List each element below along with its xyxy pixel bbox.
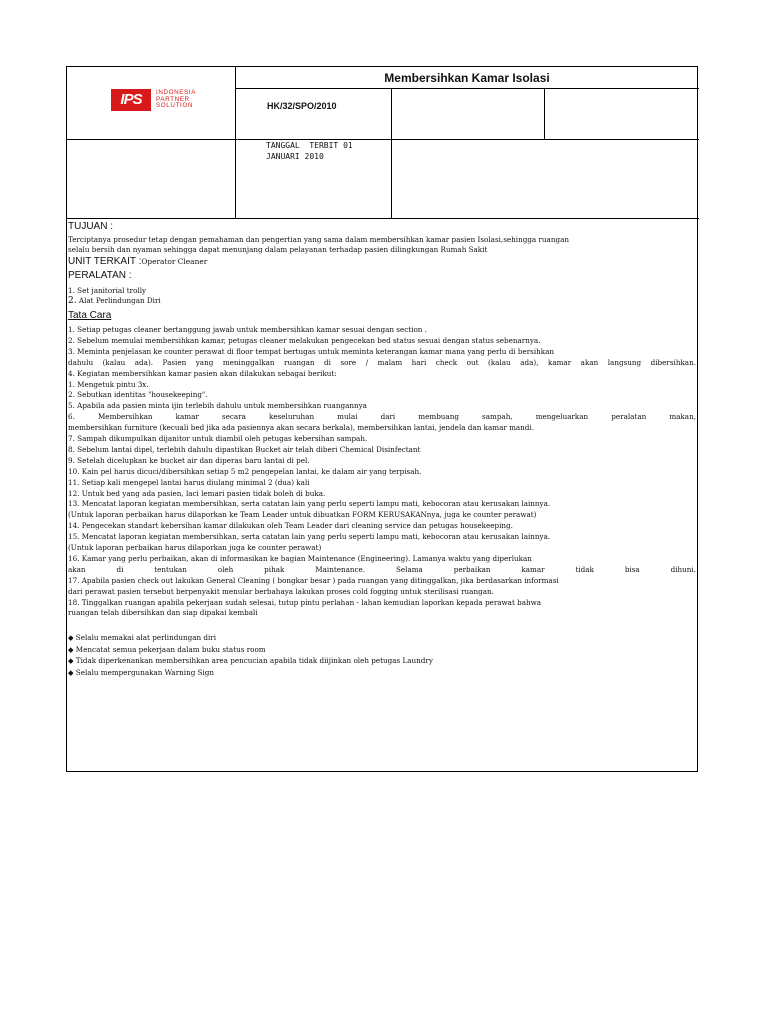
peralatan-item-number: 2.: [68, 296, 77, 306]
procedure-step-line: 16. Kamar yang perlu perbaikan, akan di informasikan ke bagian Maintenance (Engineering). Lamanya waktu yang diperlukan: [68, 553, 532, 563]
header-rule: [67, 139, 699, 140]
procedure-step-line: 2. Sebutkan identitas "housekeeping".: [68, 390, 208, 400]
procedure-step-line: 13. Mencatat laporan kegiatan membersihkan, serta catatan lain yang perlu seperti lampu mati, kebocoran atau kerusakan lainnya.: [68, 499, 551, 509]
logo-line: INDONESIA: [156, 89, 197, 96]
document-code: HK/32/SPO/2010: [267, 101, 337, 111]
procedure-step-line: 11. Setiap kali mengepel lantai harus diulang minimal 2 (dua) kali: [68, 477, 310, 487]
procedure-step-line: 3. Meminta penjelasan ke counter perawat di floor tempat bertugas untuk meminta keterangan kamar mana yang perlu di bersihkan: [68, 346, 555, 356]
procedure-step-line: 7. Sampah dikumpulkan dijanitor untuk diambil oleh petugas kebersihan sampah.: [68, 434, 368, 443]
procedure-step-line: 17. Apabila pasien check out lakukan General Cleaning ( bongkar besar ) pada ruangan yang ditinggalkan, jika berdasarkan informasi: [68, 575, 559, 585]
issue-date: [266, 140, 353, 162]
note-item: ◆ Selalu mempergunakan Warning Sign: [68, 667, 215, 677]
procedure-step-line: akan di tentukan oleh pihak Maintenance. Selama perbaikan kamar tidak bisa dihuni.: [68, 564, 696, 574]
tujuan-heading: TUJUAN :: [68, 221, 113, 232]
tujuan-text: selalu bersih dan nyaman sehingga dapat menunjang dalam pelayanan terhadap pasien dilingkungan Rumah Sakit: [68, 245, 488, 254]
unit-terkait-value: Operator Cleaner: [141, 257, 208, 266]
procedure-step-line: 14. Pengecekan standart kebersihan kamar dilakukan oleh Team Leader dari cleaning service dan petugas housekeeping.: [68, 521, 513, 531]
logo-mark: IPS: [111, 89, 151, 111]
unit-terkait-heading: UNIT TERKAIT :: [68, 256, 142, 267]
note-item: ◆ Selalu memakai alat perlindungan diri: [68, 633, 217, 642]
sop-document: [66, 66, 698, 772]
company-logo: [111, 89, 211, 111]
procedure-step-line: 8. Sebelum lantai dipel, terlebih dahulu dipastikan Bucket air telah diberi Chemical Disinfectant: [68, 444, 421, 454]
header-divider: [235, 67, 236, 219]
note-item: ◆ Mencatat semua pekerjaan dalam buku status room: [68, 644, 266, 654]
procedure-step-line: 12. Untuk bed yang ada pasien, laci lemari pasien tidak boleh di buka.: [68, 488, 326, 498]
procedure-step-line: 2. Sebelum memulai membersihkan kamar, petugas cleaner melakukan pengecekan bed status sesuai dengan status sebenarnya.: [68, 335, 541, 345]
peralatan-item: [68, 296, 696, 306]
unit-terkait: [68, 256, 207, 268]
header-bottom-rule: [67, 218, 699, 219]
procedure-step-line: ruangan telah dibersihkan dan siap dipakai kembali: [68, 608, 258, 618]
procedure-step-line: 15. Mencatat laporan kegiatan membersihkan, serta catatan lain yang perlu seperti lampu mati, kebocoran atau kerusakan lainnya.: [68, 532, 551, 542]
procedure-step-line: 1. Setiap petugas cleaner bertanggung jawab untuk membersihkan kamar sesuai dengan section .: [68, 325, 427, 334]
peralatan-heading: PERALATAN :: [68, 270, 132, 281]
procedure-step-line: membersihkan furniture (kecuali bed jika ada pasiennya akan secara berkala), membersihkan lantai, jendela dan kamar mandi.: [68, 423, 534, 433]
procedure-step-line: 18. Tinggalkan ruangan apabila pekerjaan sudah selesai, tutup pintu perlahan - lahan kemudian laporkan kepada perawat bahwa: [68, 597, 542, 607]
procedure-step-line: 6. Membersihkan kamar secara keseluruhan mulai dari membuang sampah, mengeluarkan peralatan makan,: [68, 412, 696, 422]
peralatan-item-text: Alat Perlindungan Diri: [76, 296, 161, 305]
procedure-step-line: 10. Kain pel harus dicuci/dibersihkan setiap 5 m2 pengepelan lantai, ke dalam air yang terpisah.: [68, 466, 422, 476]
issue-date-line: JANUARI 2010: [266, 152, 324, 161]
tata-cara-heading: Tata Cara: [68, 310, 112, 321]
procedure-step-line: dari perawat pasien tersebut berpenyakit menular berbahaya lakukan proses cold fogging untuk sterilisasi ruangan.: [68, 586, 494, 596]
document-title: Membersihkan Kamar Isolasi: [384, 71, 550, 85]
tujuan-text: Terciptanya prosedur tetap dengan pemahaman dan pengertian yang sama dalam membersihkan kamar pasien Isolasi,sehingga ruangan: [68, 235, 569, 244]
issue-date-line: TANGGAL TERBIT 01: [266, 141, 353, 150]
peralatan-item: 1. Set janitorial trolly: [68, 286, 147, 295]
procedure-step-line: dahulu (kalau ada). Pasien yang meninggalkan ruangan di sore / malam hari check out (kalau ada), kamar akan langsung dibersihkan.: [68, 357, 696, 367]
procedure-step-line: (Untuk laporan perbaikan harus dilaporkan ke Team Leader untuk dibuatkan FORM KERUSAKANnya, juga ke counter perawat): [68, 510, 537, 520]
note-item: ◆ Tidak diperkenankan membersihkan area pencucian apabila tidak diijinkan oleh petugas Laundry: [68, 656, 433, 665]
logo-line: PARTNER: [156, 95, 190, 103]
header-divider: [391, 88, 392, 219]
procedure-step-line: 9. Setelah dicelupkan ke bucket air dan diperas baru lantai di pel.: [68, 455, 310, 465]
procedure-step-line: 1. Mengetuk pintu 3x.: [68, 379, 149, 389]
logo-wordmark: [156, 90, 196, 110]
header-divider: [544, 88, 545, 139]
procedure-step-line: (Untuk laporan perbaikan harus dilaporkan juga ke counter perawat): [68, 543, 322, 552]
logo-line: SOLUTION: [156, 102, 193, 109]
procedure-step-line: 4. Kegiatan membersihkan kamar pasien akan dilakukan sebagai berikut:: [68, 368, 337, 378]
procedure-step-line: 5. Apabila ada pasien minta ijin terlebih dahulu untuk membersihkan ruangannya: [68, 401, 367, 411]
